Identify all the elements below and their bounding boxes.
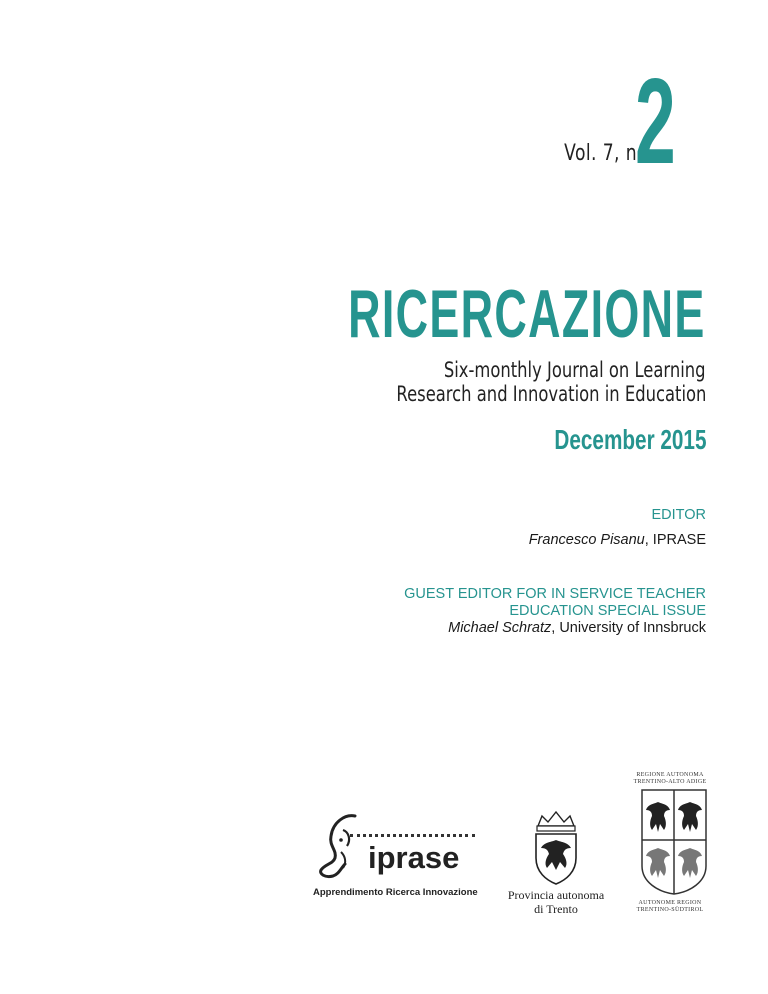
guest-editor-label-line2: EDUCATION SPECIAL ISSUE — [509, 603, 706, 619]
iprase-tagline: Apprendimento Ricerca Innovazione — [313, 887, 478, 898]
editor-affiliation: , IPRASE — [644, 532, 706, 548]
journal-subtitle-line2: Research and Innovation in Education — [396, 382, 706, 406]
guest-editor-name: Michael Schratz — [448, 620, 552, 636]
trento-caption-line1: Provincia autonoma — [507, 888, 605, 902]
iprase-dotted-line — [350, 834, 475, 837]
editor-name: Francesco Pisanu — [528, 532, 645, 548]
volume-label: Vol. 7, n. — [564, 141, 643, 166]
iprase-wordmark: iprase — [368, 840, 460, 875]
editor-credit — [529, 532, 706, 548]
guest-editor-credit — [448, 620, 706, 636]
region-caption-top-line2: TRENTINO-ALTO ADIGE — [633, 779, 707, 785]
trento-coat-of-arms-icon — [528, 808, 584, 886]
region-caption-top-line1: REGIONE AUTONOMA — [636, 772, 704, 778]
region-coat-of-arms-icon — [640, 788, 708, 896]
journal-subtitle-line1: Six-monthly Journal on Learning — [444, 358, 706, 382]
trento-caption-line2: di Trento — [534, 902, 578, 916]
issue-date: December 2015 — [553, 424, 706, 455]
guest-editor-label-line1: GUEST EDITOR FOR IN SERVICE TEACHER — [404, 586, 706, 602]
issue-number: 2 — [635, 53, 676, 189]
editor-label: EDITOR — [651, 507, 706, 523]
region-caption-bottom-line2: TRENTINO-SÜDTIROL — [636, 907, 704, 913]
iprase-face-logo-icon — [315, 812, 375, 884]
journal-title: RICERCAZIONE — [348, 276, 706, 352]
guest-editor-affiliation: , University of Innsbruck — [551, 620, 706, 636]
region-caption-bottom-line1: AUTONOME REGION — [638, 900, 702, 906]
